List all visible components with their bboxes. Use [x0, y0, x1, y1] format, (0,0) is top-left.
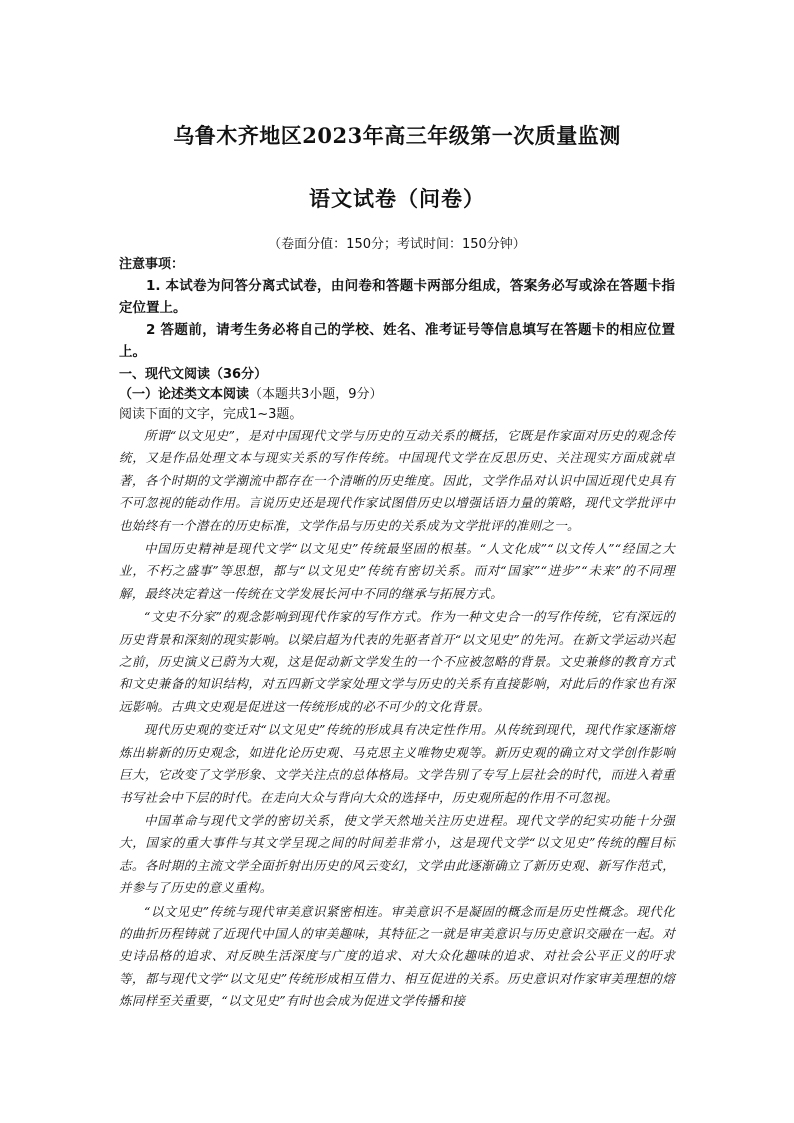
exam-subtitle: 语文试卷（问卷） — [309, 186, 485, 211]
subsection-title: （一）论述类文本阅读 — [119, 387, 250, 402]
passage-paragraph: 所谓“以文见史”，是对中国现代文学与历史的互动关系的概括，它既是作家面对历史的观念传统，又是作品处理文本与现实关系的写作传统。中国现代文学在反思历史、关注现实方面成就卓著，各个时期的文学潮流中都存在一个清晰的历史维度。因此，文学作品对认识中国近现代史具有不可忽视的能动作用。言说历史还是现代作家试图借历史以增强话语力量的策略，现代文学批评中也始终有一个潜在的历史标准，文学作品与历史的关系成为文学批评的准则之一。 — [119, 428, 675, 533]
exam-meta: （卷面分值：150分；考试时间：150分钟） — [268, 237, 526, 252]
passage-paragraph: “以文见史”传统与现代审美意识紧密相连。审美意识不是凝固的概念而是历史性概念。现代化的曲折历程铸就了近现代中国人的审美趣味，其特征之一就是审美意识与历史意识交融在一起。对史诗品格的追求、对反映生活深度与广度的追求、对大众化趣味的追求、对社会公平正义的吁求等，都与现代文学“以文见史”传统形成相互借力、相互促进的关系。历史意识对作家审美理想的熔炼同样至关重要，“以文见史”有时也会成为促进文学传播和接 — [119, 903, 675, 1009]
section-heading: 一、现代文阅读（36分） — [119, 367, 268, 382]
reading-instruction: 阅读下面的文字，完成1~3题。 — [119, 407, 303, 422]
passage-paragraph: “文史不分家”的观念影响到现代作家的写作方式。作为一种文史合一的写作传统，它有深远的历史背景和深刻的现实影响。以梁启超为代表的先驱者首开“以文见史”的先河。在新文学运动兴起之前，历史演义已蔚为大观，这是促动新文学发生的一个不应被忽略的背景。文史兼修的教育方式和文史兼备的知识结构，对五四新文学家处理文学与历史的关系有直接影响，对此后的作家也有深远影响。古典文史观是促进这一传统形成的必不可少的文化背景。 — [119, 609, 675, 714]
notice-heading: 注意事项： — [119, 257, 185, 272]
passage-paragraph: 中国革命与现代文学的密切关系，使文学天然地关注历史进程。现代文学的纪实功能十分强大，国家的重大事件与其文学呈现之间的时间差非常小，这是现代文学“以文见史”传统的醒目标志。各时期的主流文学全面折射出历史的风云变幻，文学由此逐渐确立了新历史观、新写作范式，并参与了历史的意义重构。 — [119, 812, 675, 896]
passage-paragraph: 中国历史精神是现代文学“以文见史”传统最坚固的根基。“人文化成”“以文传人”“经国之大业，不朽之盛事”等思想，都与“以文见史”传统有密切关系。而对“国家”“进步”“未来”的不同理解，最终决定着这一传统在文学发展长河中不同的继承与拓展方式。 — [119, 541, 675, 601]
subsection-heading — [119, 385, 675, 405]
subsection-score: （本题共3小题，9分） — [249, 387, 383, 402]
exam-title: 乌鲁木齐地区2023年高三年级第一次质量监测 — [173, 123, 621, 148]
exam-content — [119, 255, 675, 1013]
passage-paragraph: 现代历史观的变迁对“以文见史”传统的形成具有决定性作用。从传统到现代，现代作家逐渐熔炼出崭新的历史观念，如进化论历史观、马克思主义唯物史观等。新历史观的确立对文学创作影响巨大，它改变了文学形象、文学关注点的总体格局。文学告别了专写上层社会的时代，而进入着重书写社会中下层的时代。在走向大众与背向大众的选择中，历史观所起的作用不可忽视。 — [119, 722, 675, 805]
notice-item: 1. 本试卷为问答分离式试卷，由问卷和答题卡两部分组成，答案务必写或涂在答题卡指定位置上。 — [119, 278, 675, 316]
notice-item: 2 答题前，请考生务必将自己的学校、姓名、准考证号等信息填写在答题卡的相应位置上。 — [119, 322, 675, 360]
